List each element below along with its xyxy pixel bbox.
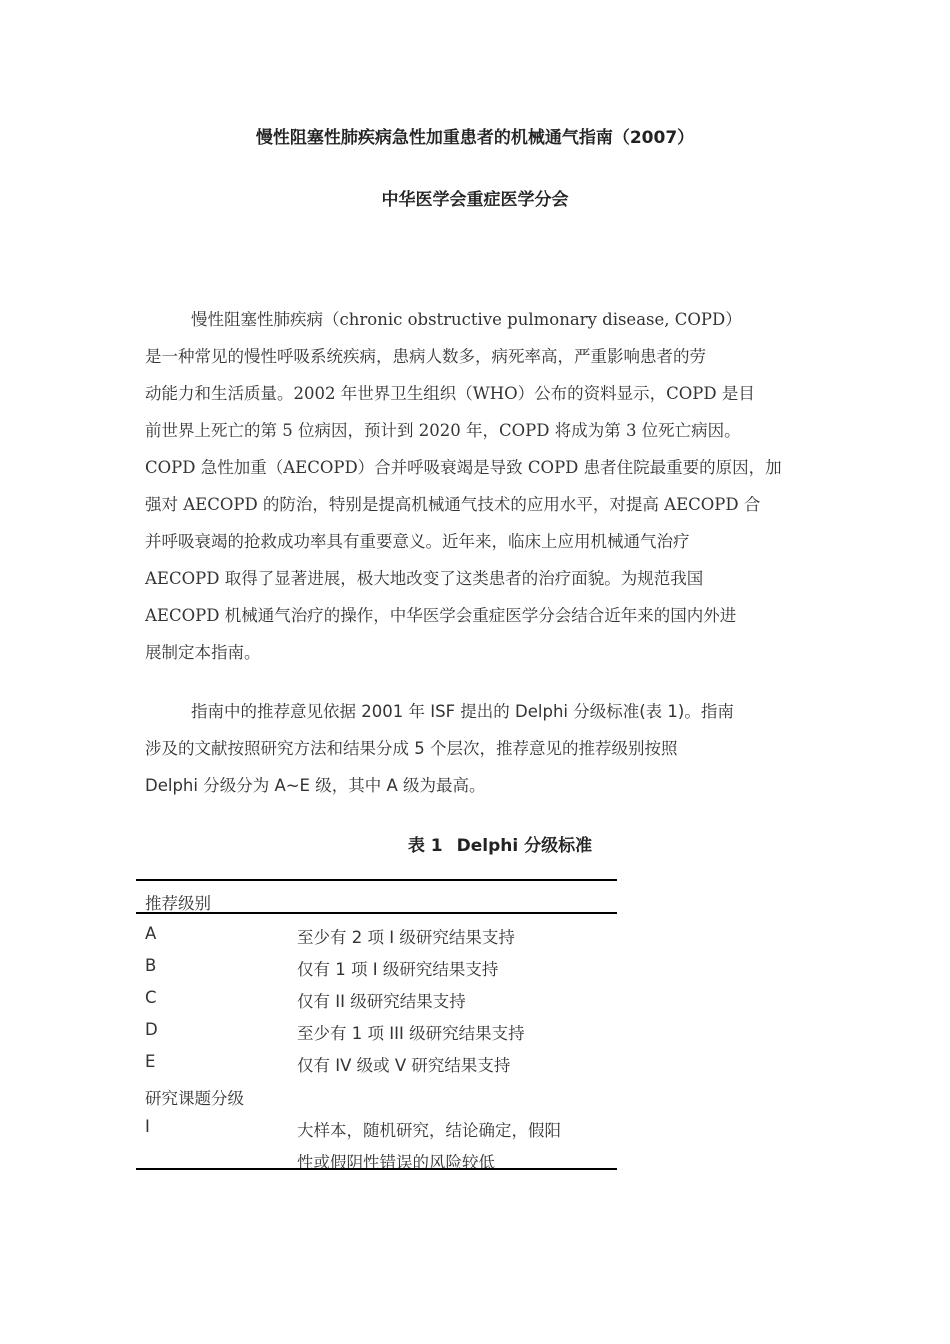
table-cell-desc: 仅有 IV 级或 V 研究结果支持	[297, 1056, 511, 1075]
table-top-rule	[136, 879, 617, 881]
table-cell-grade: D	[145, 1020, 158, 1039]
paragraph-line: 涉及的文献按照研究方法和结果分成 5 个层次，推荐意见的推荐级别按照	[145, 739, 678, 758]
table-cell-desc: 至少有 2 项 I 级研究结果支持	[297, 928, 515, 947]
paragraph-line: AECOPD 取得了显著进展，极大地改变了这类患者的治疗面貌。为规范我国	[145, 569, 704, 588]
table-cell-desc: 大样本，随机研究，结论确定，假阳	[297, 1121, 561, 1140]
table-cell-desc: 仅有 1 项 I 级研究结果支持	[297, 960, 499, 979]
table-cell-grade: E	[145, 1052, 156, 1071]
table-cell-desc: 至少有 1 项 III 级研究结果支持	[297, 1024, 525, 1043]
paragraph-line: COPD 急性加重（AECOPD）合并呼吸衰竭是导致 COPD 患者住院最重要的原因，加	[145, 458, 782, 477]
paragraph-line: 前世界上死亡的第 5 位病因，预计到 2020 年，COPD 将成为第 3 位死亡病因。	[145, 421, 741, 440]
table-header-rule	[136, 912, 617, 914]
paragraph-line: AECOPD 机械通气治疗的操作，中华医学会重症医学分会结合近年来的国内外进	[145, 606, 737, 625]
table-cell-desc: 仅有 II 级研究结果支持	[297, 992, 466, 1011]
table-caption-number: 表 1	[407, 836, 443, 856]
table-cell-grade: I	[145, 1117, 150, 1136]
paragraph-line: 慢性阻塞性肺疾病（chronic obstructive pulmonary disease, COPD）	[191, 310, 742, 329]
table-cell-grade: B	[145, 956, 157, 975]
paragraph-line: Delphi 分级分为 A~E 级，其中 A 级为最高。	[145, 776, 486, 795]
paragraph-line: 动能力和生活质量。2002 年世界卫生组织（WHO）公布的资料显示，COPD 是目	[145, 384, 755, 403]
table-bottom-rule	[136, 1168, 617, 1170]
table-header-cell: 推荐级别	[145, 894, 211, 913]
table-cell-grade: C	[145, 988, 157, 1007]
paragraph-line: 强对 AECOPD 的防治，特别是提高机械通气技术的应用水平，对提高 AECOPD 合	[145, 495, 761, 514]
document-title: 慢性阻塞性肺疾病急性加重患者的机械通气指南（2007）	[255, 128, 695, 148]
guideline-basis-paragraph	[145, 693, 810, 804]
paragraph-line: 并呼吸衰竭的抢救成功率具有重要意义。近年来，临床上应用机械通气治疗	[145, 532, 690, 551]
paragraph-line: 展制定本指南。	[145, 643, 261, 662]
table-section-header: 研究课题分级	[145, 1089, 244, 1108]
table-caption-text: Delphi 分级标准	[456, 836, 593, 856]
table-cell-desc: 性或假阴性错误的风险较低	[297, 1153, 495, 1172]
table-caption	[0, 831, 950, 856]
table-cell-grade: A	[145, 924, 157, 943]
paragraph-line: 指南中的推荐意见依据 2001 年 ISF 提出的 Delphi 分级标准(表 1)。指南	[191, 702, 734, 721]
paragraph-line: 是一种常见的慢性呼吸系统疾病，患病人数多，病死率高，严重影响患者的劳	[145, 347, 706, 366]
document-author: 中华医学会重症医学分会	[381, 190, 569, 210]
intro-paragraph	[145, 301, 810, 671]
